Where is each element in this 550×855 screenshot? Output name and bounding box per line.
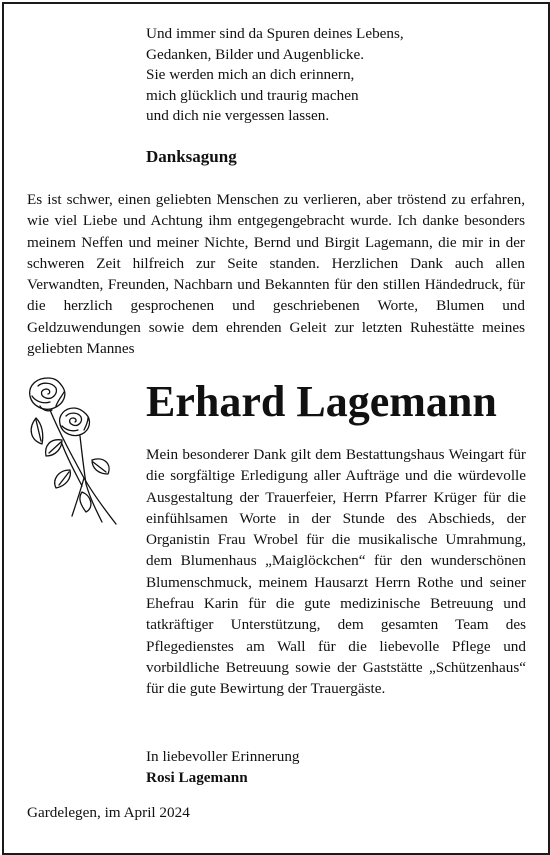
poem: [146, 24, 526, 127]
closing-block: [146, 746, 300, 788]
closing-line: In liebevoller Erinnerung: [146, 748, 300, 765]
poem-line: Sie werden mich an dich erinnern,: [146, 66, 355, 84]
thanks-heading: Danksagung: [146, 147, 237, 166]
deceased-name: Erhard Lagemann: [146, 377, 497, 426]
thanks-paragraph: Es ist schwer, einen geliebten Menschen zu verlieren, aber tröstend zu erfahren, wie viel Liebe und Achtung ihm entgegengebracht wurde. Ich danke besonders meinem Neffen und meiner Nichte, Bernd und Birgit Lagemann, die mir in der schweren Zeit hilfreich zur Seite standen. Herzlichen Dank auch allen Verwandten, Freunden, Nachbarn und Bekannten für den stillen Händedruck, für die herzlich gesprochenen und geschriebenen Worte, Blumen und Geldzuwendungen sowie dem ehrenden Geleit zur letzten Ruhestätte meines geliebten Mannes: [27, 191, 525, 358]
poem-line: Und immer sind da Spuren deines Lebens,: [146, 25, 404, 42]
poem-line: mich glücklich und traurig machen: [146, 86, 359, 104]
poem-line: und dich nie vergessen lassen.: [146, 107, 330, 125]
signer-name: Rosi Lagemann: [146, 769, 248, 786]
place-date: Gardelegen, im April 2024: [27, 804, 190, 821]
rose-icon: [22, 374, 122, 526]
poem-line: Gedanken, Bilder und Augenblicke.: [146, 45, 365, 63]
special-thanks-paragraph: Mein besonderer Dank gilt dem Bestattungshaus Weingart für die sorgfältige Erledigung aller Aufträge und die würdevolle Ausgestaltung der Trauerfeier, Herrn Pfarrer Krüger für die einfühlsamen Worte in der Stunde des Abschieds, der Organistin Frau Wrobel für die musikalische Umrahmung, dem Blumenhaus „Maiglöckchen“ für den wunderschönen Blumenschmuck, meinem Hausarzt Herrn Rothe und seiner Ehefrau Karin für die gute medizinische Betreuung und tatkräftiger Unterstützung, dem gesamten Team des Pflegedienstes am Wall für die liebevolle Pflege und vorbildliche Betreuung sowie der Gaststätte „Schützenhaus“ für die gute Bewirtung der Trauergäste.: [146, 446, 526, 698]
